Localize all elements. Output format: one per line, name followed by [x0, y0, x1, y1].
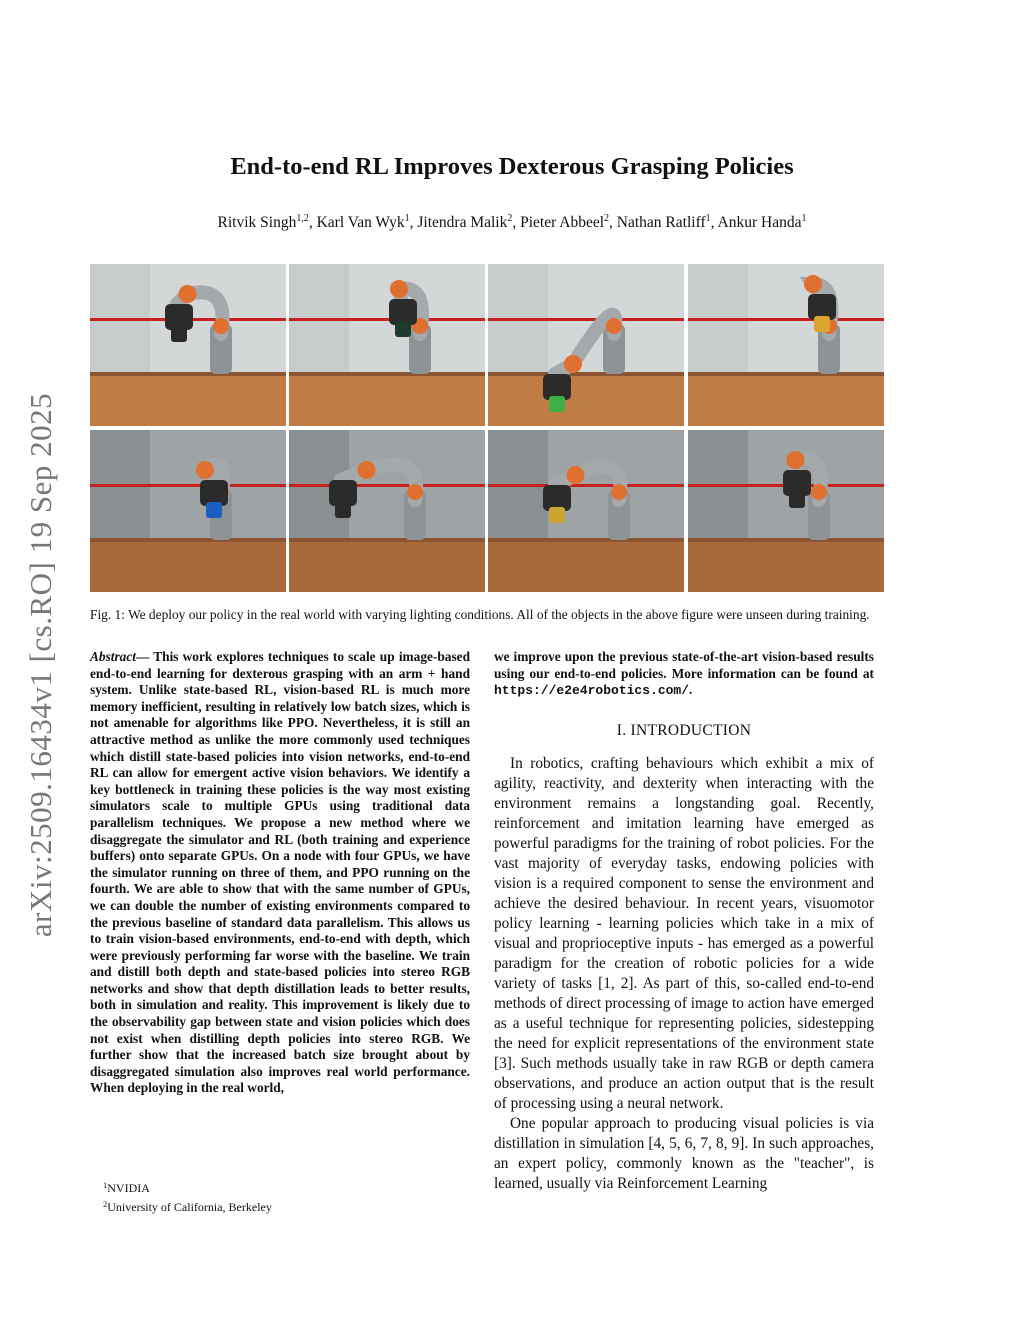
author: Pieter Abbeel$^2$,: [520, 213, 617, 231]
abstract-label: Abstract: [90, 649, 136, 664]
figure-1-photo-grid: [90, 264, 884, 592]
project-url-link[interactable]: https://e2e4robotics.com/: [494, 683, 690, 699]
figure-caption: Fig. 1: We deploy our policy in the real world with varying lighting conditions. All of the objects in the above figure were unseen during training.: [90, 607, 870, 622]
abstract-text: — This work explores techniques to scale up image-based end-to-end learning for dexterous grasping with an arm + hand system. Unlike state-based RL, vision-based RL is much more memory inefficient, resulting in relatively low batch sizes, which is not amenable for algorithms like PPO. Nevertheless, it is still an attractive method as unlike the more commonly used techniques which distill state-based policies into vision networks, end-to-end RL can allow for emergent active vision behaviors. We identify a key bottleneck in training these policies is the way most existing simulators scale to multiple GPUs using traditional data parallelism techniques. We propose a new method where we disaggregate the simulator and RL (both training and experience buffers) onto separate GPUs. On a node with four GPUs, we have the simulator running on three of them, and PPO running on the fourth. We are able to show that with the same number of GPUs, we can double the number of existing environments compared to the previous baseline of standard data parallelism. This allows us to train vision-based environments, end-to-end with depth, which were previously performing far worse with the baseline. We train and distill both depth and state-based policies into stereo RGB networks and show that depth distillation leads to better results, both in simulation and reality. This improvement is likely due to the observability gap between state and vision policies which does not exist when distilling depth policies into stereo RGB. We further show that the increased batch size brought about by disaggregated simulation also improves real world performance. When deploying in the real world,: [90, 649, 470, 1096]
robot-grasp-photo: [289, 430, 485, 592]
arxiv-identifier-text: arXiv:2509.16434v1 [cs.RO] 19 Sep 2025: [23, 392, 58, 938]
robot-grasp-photo: [488, 264, 684, 426]
robot-grasp-photo: [688, 264, 884, 426]
intro-paragraph: One popular approach to producing visual policies is via distillation in simulation [4, 5, 6, 7, 8, 9]. In such approaches, an expert policy, commonly known as the "teacher", is learned, usually via Reinforcement Learning: [494, 1114, 874, 1192]
author: Karl Van Wyk$^1$,: [316, 213, 418, 231]
arxiv-identifier: [10, 374, 72, 956]
author: Nathan Ratliff$^1$,: [616, 213, 718, 231]
footnote: $^1$NVIDIA: [103, 1180, 150, 1195]
robot-grasp-photo: [688, 430, 884, 592]
section-heading-introduction: I. INTRODUCTION: [616, 721, 752, 739]
paper-title: End-to-end RL Improves Dexterous Grasping Policies: [230, 153, 794, 180]
robot-grasp-photo: [90, 264, 286, 426]
intro-paragraph: In robotics, crafting behaviours which exhibit a mix of agility, reactivity, and dexterity when interacting with the environment remains a longstanding goal. Recently, reinforcement and imitation learning have emerged as powerful paradigms for the training of robot policies. For the vast majority of everyday tasks, endowing policies with vision is a required component to sense the environment and achieve the desired behaviour. In recent years, visuomotor policy learning - learning policies which take in a mix of visual and proprioceptive inputs - has emerged as a powerful paradigm for the creation of robotic policies for a wide variety of tasks [1, 2]. As part of this, so-called end-to-end methods of direct processing of image to action have emerged as a useful technique for representing policies, sidestepping the need for explicit representations of the environment state [3]. Such methods usually take in raw RGB or depth camera observations, and produce an action output that is the result of processing using a neural network.: [494, 754, 874, 1112]
footnotes: [103, 1177, 272, 1215]
author: Jitendra Malik$^2$,: [417, 213, 521, 231]
footnote: $^2$University of California, Berkeley: [103, 1199, 272, 1214]
robot-grasp-photo: [488, 430, 684, 592]
right-column: [494, 649, 874, 1194]
abstract-continued: we improve upon the previous state-of-the-art vision-based results using our end-to-end policies. More information can be found at https://e2e4robotics.com/.: [494, 649, 874, 699]
author-list: [0, 213, 1024, 232]
author: Ritvik Singh$^{1,2}$,: [217, 213, 317, 231]
robot-grasp-photo: [90, 430, 286, 592]
author: Ankur Handa$^1$: [717, 213, 807, 231]
abstract: [90, 649, 470, 1097]
robot-grasp-photo: [289, 264, 485, 426]
